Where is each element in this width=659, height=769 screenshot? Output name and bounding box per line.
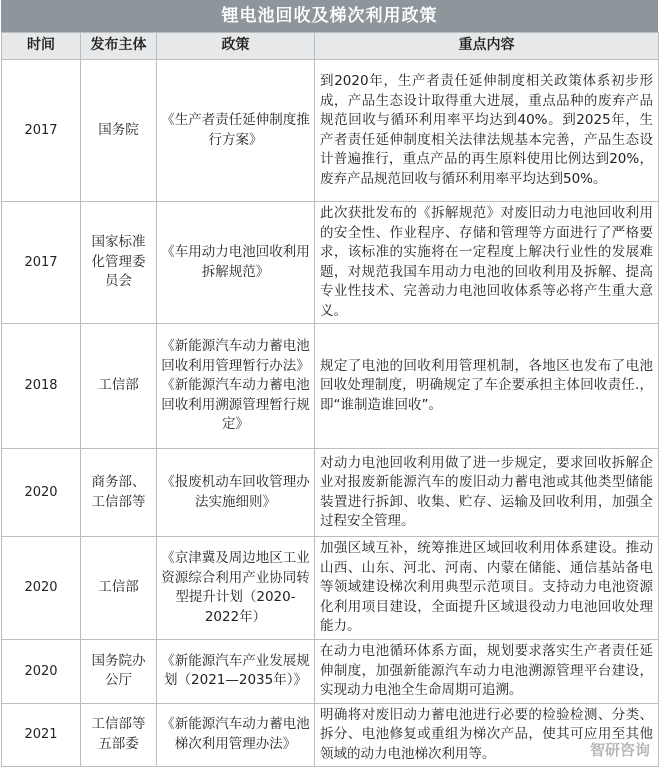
header-policy: 政策: [157, 33, 315, 60]
cell-policy: 《车用动力电池回收利用拆解规范》: [157, 202, 315, 324]
table-row: [2, 449, 659, 537]
cell-year: 2020: [2, 537, 81, 640]
cell-policy: 《新能源汽车产业发展规划（2021—2035年）》: [157, 640, 315, 704]
watermark-logo: 智研咨询: [589, 740, 650, 759]
cell-policy: 《新能源汽车动力蓄电池回收利用管理暂行办法》《新能源汽车动力蓄电池回收利用溯源管理暂行规定》: [157, 324, 315, 449]
cell-content: 明确将对废旧动力蓄电池进行必要的检验检测、分类、拆分、电池修复或重组为梯次产品，使其可应用至其他领域的动力电池梯次利用等。: [320, 706, 653, 762]
table-row: [2, 537, 659, 640]
cell-content-with-watermark: [315, 703, 659, 767]
cell-year: 2018: [2, 324, 81, 449]
table-title: 锂电池回收及梯次利用政策: [1, 0, 658, 32]
cell-policy: 《生产者责任延伸制度推行方案》: [157, 60, 315, 202]
cell-issuer: 工信部: [81, 537, 157, 640]
cell-issuer: 国务院: [81, 60, 157, 202]
table-row: [2, 640, 659, 704]
cell-year: 2021: [2, 703, 81, 767]
cell-issuer: 工信部等五部委: [81, 703, 157, 767]
cell-year: 2017: [2, 202, 81, 324]
cell-issuer: 国家标准化管理委员会: [81, 202, 157, 324]
table-row: [2, 60, 659, 202]
cell-content: 加强区域互补，统筹推进区域回收利用体系建设。推动山西、山东、河北、河南、内蒙在储能、通信基站备电等领域建设梯次利用典型示范项目。支持动力电池资源化利用项目建设，全面提升区域退役动力电池回收处理能力。: [315, 537, 659, 640]
cell-issuer: 国务院办公厅: [81, 640, 157, 704]
cell-content: 在动力电池循环体系方面，规划要求落实生产者责任延伸制度，加强新能源汽车动力电池溯源管理平台建设，实现动力电池全生命周期可追溯。: [315, 640, 659, 704]
cell-content: 对动力电池回收利用做了进一步规定，要求回收拆解企业对报废新能源汽车的废旧动力蓄电池或其他类型储能装置进行拆卸、收集、贮存、运输及回收利用，加强全过程安全管理。: [315, 449, 659, 537]
header-content: 重点内容: [315, 33, 659, 60]
cell-policy: 《京津冀及周边地区工业资源综合利用产业协同转型提升计划（2020-2022年）: [157, 537, 315, 640]
cell-policy: 《报废机动车回收管理办法实施细则》: [157, 449, 315, 537]
table-row: [2, 202, 659, 324]
header-year: 时间: [2, 33, 81, 60]
header-row: [2, 33, 659, 60]
cell-year: 2020: [2, 640, 81, 704]
cell-issuer: 工信部: [81, 324, 157, 449]
cell-year: 2020: [2, 449, 81, 537]
cell-year: 2017: [2, 60, 81, 202]
cell-content: 到2020年，生产者责任延伸制度相关政策体系初步形成，产品生态设计取得重大进展，重点品种的废弃产品规范回收与循环利用率平均达到40%。到2025年，生产者责任延伸制度相关法律法规基本完善，产品生态设计普遍推行，重点产品的再生原料使用比例达到20%，废弃产品规范回收与循环利用率平均达到50%。: [315, 60, 659, 202]
cell-content: 此次获批发布的《拆解规范》对废旧动力电池回收利用的安全性、作业程序、存储和管理等方面进行了严格要求，该标准的实施将在一定程度上解决行业性的发展难题，对规范我国车用动力电池的回收利用及拆解、提高专业性技术、完善动力电池回收体系等必将产生重大意义。: [315, 202, 659, 324]
header-issuer: 发布主体: [81, 33, 157, 60]
table-row: [2, 703, 659, 767]
cell-policy: 《新能源汽车动力蓄电池梯次利用管理办法》: [157, 703, 315, 767]
cell-content: 规定了电池的回收利用管理机制，各地区也发布了电池回收处理制度，明确规定了车企要承担主体回收责任.，即“谁制造谁回收”。: [315, 324, 659, 449]
policy-table-container: [1, 0, 658, 767]
table-row: [2, 324, 659, 449]
cell-issuer: 商务部、工信部等: [81, 449, 157, 537]
policy-table: [1, 32, 659, 767]
